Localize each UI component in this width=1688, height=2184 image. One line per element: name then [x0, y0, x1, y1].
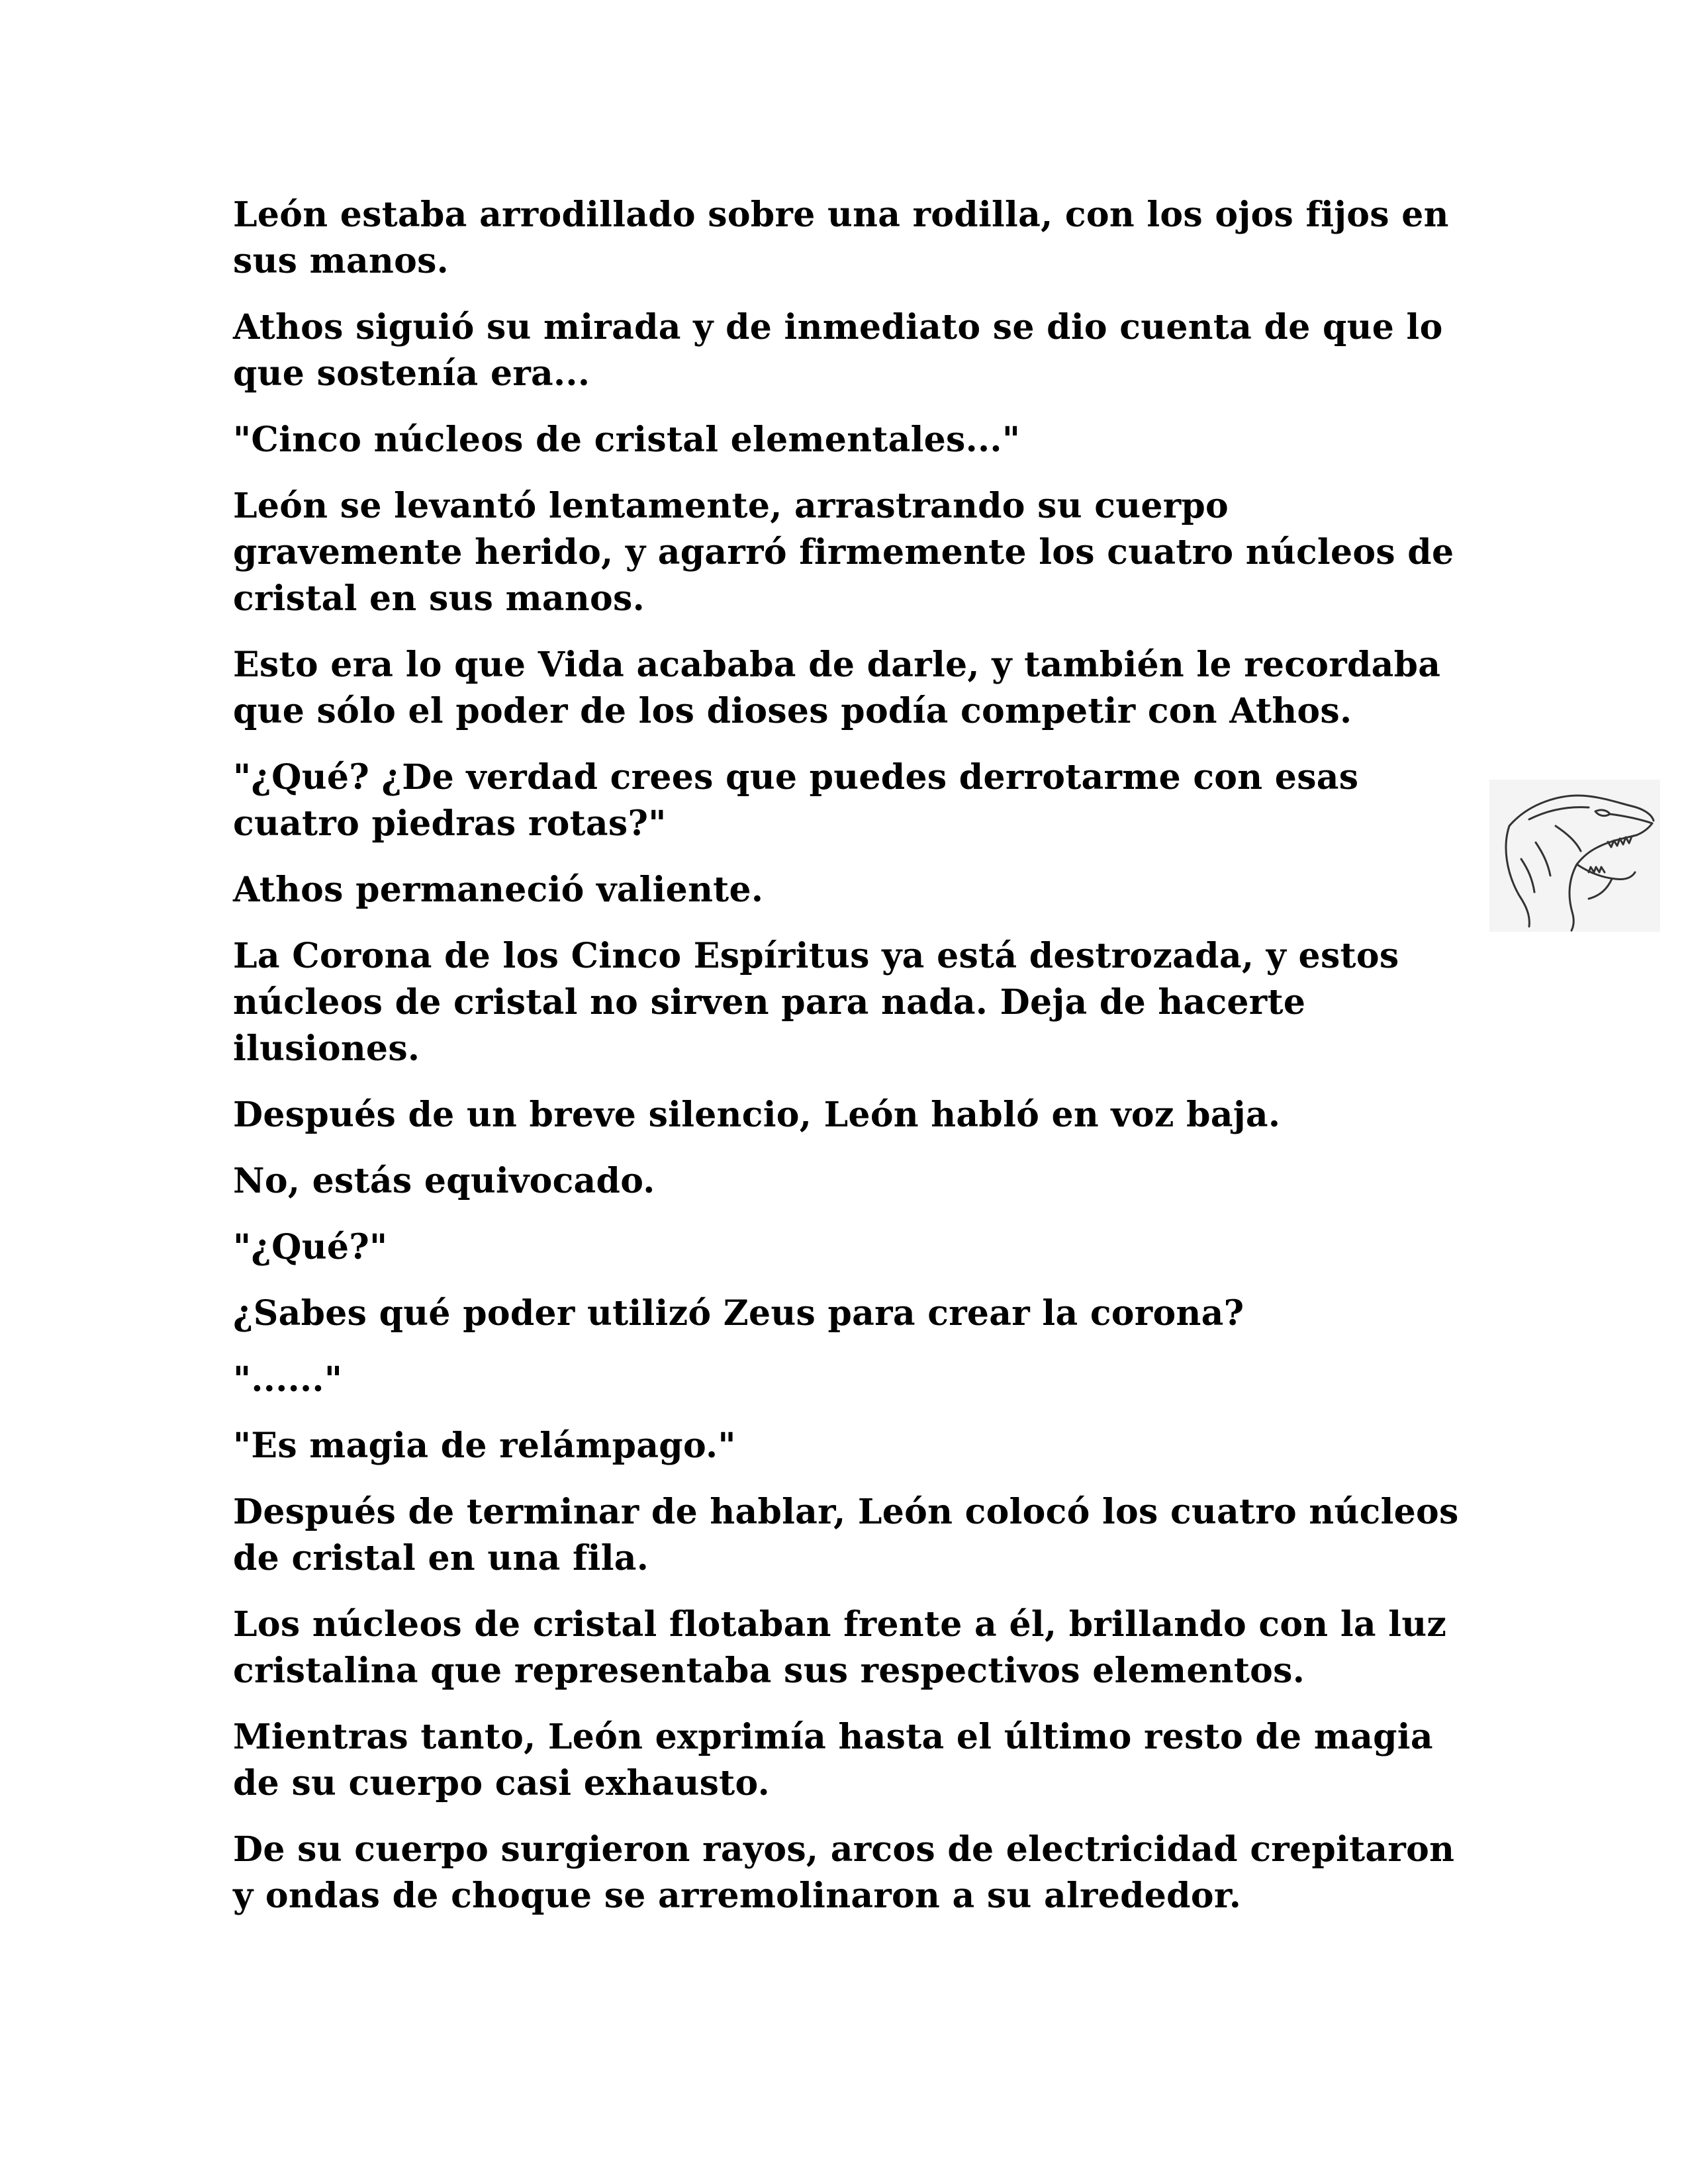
document-body — [233, 192, 1464, 1939]
paragraph: Después de un breve silencio, León habló en voz baja. — [233, 1095, 1281, 1135]
paragraph: Mientras tanto, León exprimía hasta el último resto de magia de su cuerpo casi exhausto. — [233, 1717, 1433, 1803]
paragraph: No, estás equivocado. — [233, 1161, 655, 1201]
paragraph: De su cuerpo surgieron rayos, arcos de electricidad crepitaron y ondas de choque se arremolinaron a su alrededor. — [233, 1829, 1455, 1916]
paragraph: Athos permaneció valiente. — [233, 870, 764, 910]
paragraph: "¿Qué?" — [233, 1227, 388, 1267]
dinosaur-head-sketch-icon — [1489, 780, 1660, 932]
paragraph: León se levantó lentamente, arrastrando su cuerpo gravemente herido, y agarró firmemente los cuatro núcleos de cristal en sus manos. — [233, 486, 1454, 619]
paragraph: León estaba arrodillado sobre una rodilla, con los ojos fijos en sus manos. — [233, 195, 1449, 281]
paragraph: Athos siguió su mirada y de inmediato se dio cuenta de que lo que sostenía era... — [233, 307, 1443, 394]
paragraph: Después de terminar de hablar, León colocó los cuatro núcleos de cristal en una fila. — [233, 1492, 1459, 1578]
paragraph: "¿Qué? ¿De verdad crees que puedes derrotarme con esas cuatro piedras rotas?" — [233, 757, 1359, 844]
paragraph: "Cinco núcleos de cristal elementales..." — [233, 420, 1021, 460]
paragraph: La Corona de los Cinco Espíritus ya está destrozada, y estos núcleos de cristal no sirven para nada. Deja de hacerte ilusiones. — [233, 936, 1399, 1069]
paragraph: ¿Sabes qué poder utilizó Zeus para crear la corona? — [233, 1293, 1244, 1334]
paragraph: Los núcleos de cristal flotaban frente a él, brillando con la luz cristalina que representaba sus respectivos elementos. — [233, 1604, 1447, 1691]
paragraph: "......" — [233, 1359, 343, 1400]
paragraph: Esto era lo que Vida acababa de darle, y también le recordaba que sólo el poder de los dioses podía competir con Athos. — [233, 645, 1441, 731]
paragraph: "Es magia de relámpago." — [233, 1426, 736, 1466]
